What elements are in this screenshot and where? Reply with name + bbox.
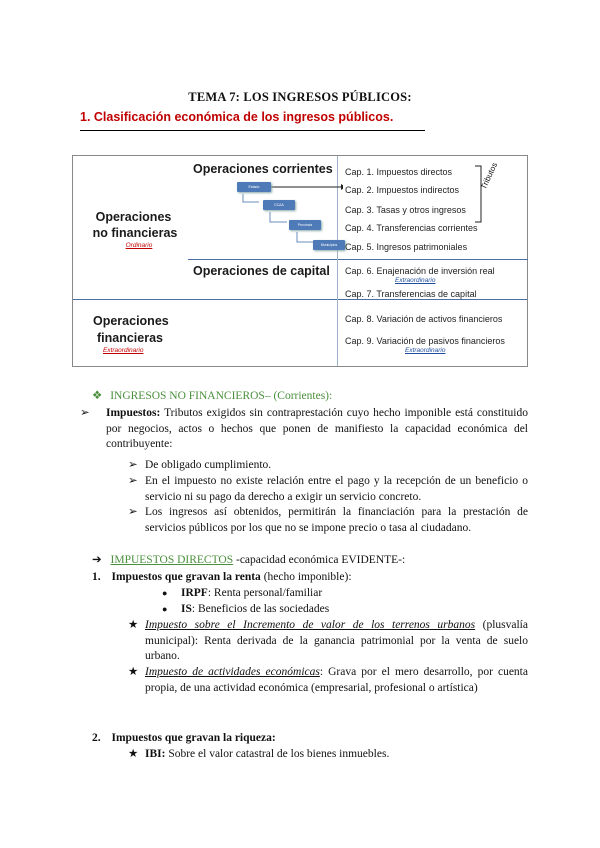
tributos-bracket: [473, 164, 485, 226]
step-estado: Estado: [237, 182, 271, 192]
is-item: [181, 602, 329, 618]
irpf-item: [181, 586, 322, 602]
ibi-item: [145, 747, 389, 763]
sub-item-1: De obligado cumplimiento.: [145, 459, 272, 471]
item1-rest: (hecho imponible):: [260, 571, 352, 583]
irpf-text: : Renta personal/familiar: [207, 587, 323, 599]
op-corrientes-label: Operaciones corrientes: [193, 162, 333, 176]
classification-figure: [72, 155, 528, 367]
bullet-icon: ●: [162, 604, 168, 614]
cap-4: Cap. 4. Transferencias corrientes: [345, 223, 478, 233]
ingresos-header-text: INGRESOS NO FINANCIEROS– (Corrientes):: [110, 390, 333, 402]
item2-label: Impuestos que gravan la riqueza:: [111, 732, 276, 744]
ibi-label: IBI:: [145, 748, 166, 760]
page-title: TEMA 7: LOS INGRESOS PÚBLICOS:: [188, 90, 412, 104]
cap-3: Cap. 3. Tasas y otros ingresos: [345, 205, 466, 215]
arrow-icon: ➢: [80, 407, 90, 419]
star1-text: (plusvalía municipal): Renta derivada de la ganancia patrimonial por la venta de suelo urbano.: [145, 619, 528, 662]
impuestos-label: Impuestos:: [106, 407, 161, 419]
star1-label: Impuesto sobre el Incremento de valor de los terrenos urbanos: [145, 619, 476, 631]
item-1: 1. Impuestos que gravan la renta (hecho imponible):: [92, 571, 352, 583]
ingresos-heading: [92, 389, 332, 405]
star2-label: Impuesto de actividades económicas: [145, 666, 320, 678]
star-icon: ★: [128, 666, 139, 678]
sub-item-2: En el impuesto no existe relación entre el pago y la recepción de un beneficio o servicio ni su pago da derecho a exigir un servicio concreto.: [145, 475, 528, 503]
diamond-icon: ❖: [92, 390, 103, 402]
ordinario-note: Ordinario: [125, 242, 153, 249]
cap-6: Cap. 6. Enajenación de inversión real: [345, 266, 495, 276]
arrow-icon: ➢: [128, 506, 138, 518]
star-icon: ★: [128, 748, 139, 760]
impuestos-paragraph: [106, 406, 528, 453]
step-ccaa: CCAA: [263, 200, 295, 210]
right-arrow-icon: ➔: [92, 554, 102, 566]
cap-1: Cap. 1. Impuestos directos: [345, 167, 453, 177]
is-label: IS: [181, 603, 192, 615]
cap-5: Cap. 5. Ingresos patrimoniales: [345, 242, 468, 252]
irpf-label: IRPF: [181, 587, 208, 599]
extraordinario-note: Extraordinario: [103, 347, 144, 354]
cap-7: Cap. 7. Transferencias de capital: [345, 289, 477, 299]
sub-item-3: Los ingresos así obtenidos, permitirán la financiación para la prestación de servicios públicos por los que no se impone precio o tasa al ciudadano.: [145, 506, 528, 534]
star2-text: : Grava por el mero desarrollo, por cuenta propia, de una actividad económica (empresarial, profesional o artística): [145, 666, 528, 694]
step-provincia: Provincia: [289, 220, 321, 230]
ibi-text: Sobre el valor catastral de los bienes inmuebles.: [165, 748, 390, 760]
directos-heading: [92, 553, 405, 569]
bullet-icon: ●: [162, 588, 168, 598]
op-fin-label-2: financieras: [97, 331, 164, 345]
directos-header-rest: -capacidad económica EVIDENTE-:: [233, 554, 406, 566]
op-no-fin-label-2: no financieras: [92, 226, 178, 240]
is-text: : Beneficios de las sociedades: [191, 603, 330, 615]
item-2: 2. Impuestos que gravan la riqueza:: [92, 732, 276, 744]
impuestos-text: Tributos exigidos sin contraprestación cuyo hecho imponible está constituido por negocios, actos o hechos que ponen de manifiesto la capacidad económica del contribuyente:: [106, 407, 529, 450]
directos-header: IMPUESTOS DIRECTOS: [110, 554, 234, 566]
extraordinario-note-cap6: Extraordinario: [395, 277, 436, 284]
cap-2: Cap. 2. Impuestos indirectos: [345, 185, 460, 195]
star-item-2: [145, 665, 528, 696]
op-capital-label: Operaciones de capital: [193, 264, 330, 278]
star-item-1: [145, 618, 528, 665]
tributos-label: Tributos: [479, 161, 500, 191]
op-no-fin-label-1: Operaciones: [95, 210, 172, 224]
arrow-icon: ➢: [128, 475, 138, 487]
cap-9: Cap. 9. Variación de pasivos financieros: [345, 336, 505, 346]
cap-8: Cap. 8. Variación de activos financieros: [345, 314, 503, 324]
op-fin-label-1: Operaciones: [93, 314, 169, 328]
section-underline: [80, 130, 425, 131]
item1-label: Impuestos que gravan la renta: [111, 571, 261, 583]
section-heading: 1. Clasificación económica de los ingresos públicos.: [80, 110, 394, 124]
step-municipios: Municipios: [313, 240, 345, 250]
divider: [188, 259, 528, 260]
star-icon: ★: [128, 619, 139, 631]
arrow-icon: ➢: [128, 459, 138, 471]
extraordinario-note-cap9: Extraordinario: [405, 347, 446, 354]
divider: [73, 299, 527, 300]
